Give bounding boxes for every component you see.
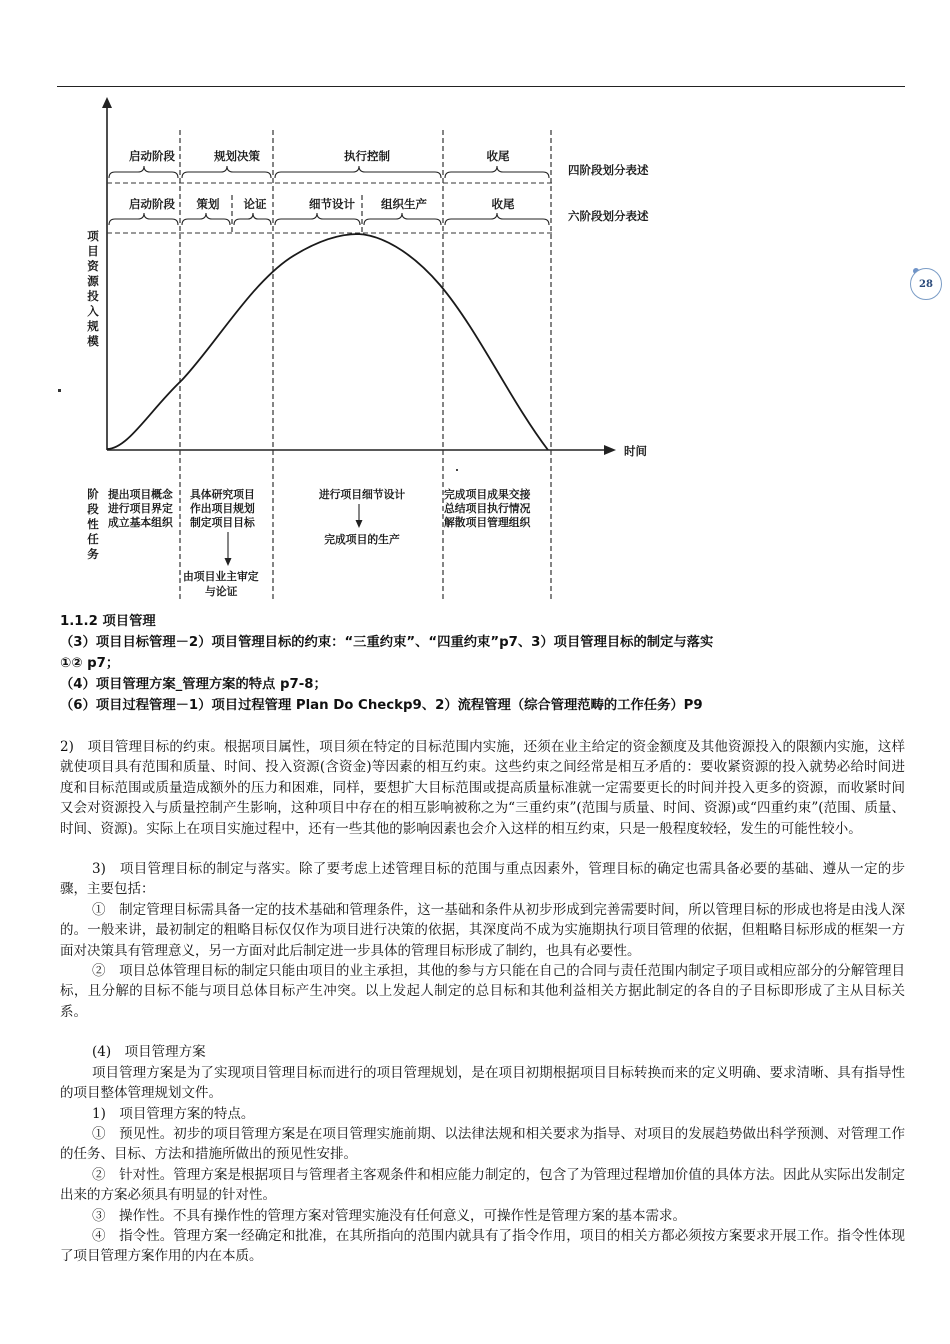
- four-stage-braces: [109, 166, 549, 178]
- task-line: 成立基本组织: [108, 516, 173, 529]
- y-axis-char: 源: [87, 274, 99, 288]
- task-line: 完成项目成果交接: [444, 488, 531, 501]
- task-label-char: 性: [87, 517, 99, 531]
- y-axis-arrow: [102, 97, 112, 108]
- task-arrow-head: [356, 520, 363, 528]
- phase4-row-label: 四阶段划分表述: [568, 163, 649, 177]
- paragraph-feature-operability: ③ 操作性。不具有操作性的管理方案对管理实施没有任何意义，可操作性是管理方案的基本需求。: [92, 1207, 686, 1224]
- six-stage-braces: [109, 213, 549, 225]
- project-lifecycle-figure: [0, 90, 950, 605]
- task-label-char: 段: [87, 502, 99, 516]
- y-axis-char: 投: [87, 289, 99, 303]
- task-line: 作出项目规划: [190, 502, 255, 515]
- phase6-label-plan: 策划: [196, 197, 220, 211]
- phase4-label-planning: 规划决策: [214, 149, 260, 163]
- task-label-char: 阶: [87, 487, 99, 501]
- paragraph-item-2: ② 项目总体管理目标的制定只能由项目的业主承担，其他的参与方只能在自己的合同与责任范围内制定子项目或相应部分的分解管理目标，且分解的目标不能与项目总体目标产生冲突。以上发起人制定的总目标和其他利益相关方据此制定的各自的子目标即形成了主从目标关系。: [60, 963, 905, 1020]
- stray-mark: [456, 469, 458, 471]
- y-axis-char: 入: [87, 304, 99, 318]
- task-approval: [183, 569, 259, 598]
- paragraph-plan-definition: 项目管理方案是为了实现项目管理目标而进行的项目管理规划，是在项目初期根据项目目标转换而来的定义明确、要求清晰、具有指导性的项目整体管理规划文件。: [60, 1064, 905, 1102]
- x-axis-arrow: [604, 445, 616, 455]
- subheading-plan: (4) 项目管理方案: [92, 1044, 206, 1061]
- task-start: [108, 487, 174, 529]
- x-axis-label: 时间: [624, 444, 647, 458]
- task-closing: [444, 487, 532, 529]
- outline-item: （6）项目过程管理－1）项目过程管理 Plan Do Checkp9、2）流程管理（综合管理范畴的工作任务）P9: [60, 698, 703, 713]
- y-axis-char: 项: [87, 229, 99, 243]
- phase6-label-start: 启动阶段: [129, 197, 175, 211]
- phase6-label-closing: 收尾: [491, 197, 515, 211]
- phase6-row-label: 六阶段划分表述: [568, 209, 649, 223]
- y-axis-char: 规: [87, 319, 99, 333]
- task-line: 与论证: [205, 585, 238, 598]
- outline-item: （4）项目管理方案_管理方案的特点 p7-8；: [60, 677, 327, 692]
- outline-item: ①② p7；: [60, 656, 120, 671]
- paragraph-feature-foresight: ① 预见性。初步的项目管理方案是在项目管理实施前期、以法律法规和相关要求为指导、对项目的发展趋势做出科学预测、对管理工作的任务、目标、方法和措施所做出的预见性安排。: [60, 1125, 905, 1163]
- resource-curve: [107, 234, 548, 450]
- paragraph-feature-directive: ④ 指令性。管理方案一经确定和批准，在其所指向的范围内就具有了指令作用，项目的相关方都必须按方案要求开展工作。指令性体现了项目管理方案作用的内在本质。: [60, 1227, 905, 1265]
- phase4-label-start: 启动阶段: [129, 149, 175, 163]
- phase4-label-closing: 收尾: [486, 149, 510, 163]
- task-production: 完成项目的生产: [324, 533, 400, 546]
- task-line: 解散项目管理组织: [444, 516, 531, 529]
- page-number: 28: [919, 278, 933, 290]
- paragraph-constraints: 2) 项目管理目标的约束。根据项目属性，项目须在特定的目标范围内实施，还须在业主给定的资金额度及其他资源投入的限额内实施，这样就使项目具有范围和质量、时间、投入资源(含资金)等因素的相互约束。这些约束之间经常是相互矛盾的：要收紧资源的投入就势必给时间进度和目标范围或质量造成额外的压力和困难，同样，要想扩大目标范围或提高质量标准就一定需要更长的时间并投入更多的资源，而收紧时间又会对资源投入与质量控制产生影响，这种项目中存在的相互影响被称之为“三重约束”(范围与质量、时间、资源)或“四重约束”(范围、质量、时间、资源)。实际上在项目实施过程中，还有一些其他的影响因素也会介入这样的相互约束，只是一般程度较轻，发生的可能性较小。: [60, 739, 905, 837]
- task-planning: [190, 487, 256, 529]
- task-arrow-head: [225, 558, 232, 566]
- phase4-label-execution: 执行控制: [344, 149, 390, 163]
- paragraph-item-1: ① 制定管理目标需具备一定的技术基础和管理条件，这一基础和条件从初步形成到完善需要时间，所以管理目标的形成也将是由浅人深的。一般来讲，最初制定的粗略目标仅仅作为项目进行决策的依据，其深度尚不成为实施期执行项目管理的依据，但粗略目标形成的框架一方面对决策具有管理意义，另一方面对此后制定进一步具体的管理目标形成了制约，也具有必要性。: [60, 901, 905, 959]
- task-label-char: 务: [87, 547, 99, 561]
- y-axis-label: [86, 229, 99, 348]
- section-headings: [60, 611, 905, 716]
- subheading-plan-features: 1) 项目管理方案的特点。: [92, 1105, 255, 1122]
- phase6-label-detail-design: 细节设计: [309, 197, 355, 211]
- task-line: 进行项目界定: [108, 502, 173, 515]
- y-axis-char: 目: [87, 244, 99, 258]
- header-rule: [57, 86, 905, 87]
- phase6-label-production: 组织生产: [381, 197, 427, 211]
- y-axis-char: 资: [87, 259, 99, 273]
- body-text: [60, 737, 905, 1267]
- outline-item: （3）项目目标管理－2）项目管理目标的约束：“三重约束”、“四重约束”p7、3）项目管理目标的制定与落实: [60, 635, 714, 650]
- task-line: 提出项目概念: [108, 488, 173, 501]
- paragraph-feature-targeted: ② 针对性。管理方案是根据项目与管理者主客观条件和相应能力制定的，包含了为管理过程增加价值的具体方法。因此从实际出发制定出来的方案必须具有明显的针对性。: [60, 1166, 905, 1204]
- task-line: 总结项目执行情况: [444, 502, 531, 515]
- task-line: 具体研究项目: [190, 488, 255, 501]
- task-detail-design: 进行项目细节设计: [318, 488, 406, 501]
- stage-task-label: [86, 487, 99, 561]
- task-label-char: 任: [87, 532, 99, 546]
- y-axis-char: 模: [87, 334, 99, 348]
- paragraph-goal-setting: 3) 项目管理目标的制定与落实。除了要考虑上述管理目标的范围与重点因素外，管理目标的确定也需具备必要的基础、遵从一定的步骤，主要包括：: [60, 861, 905, 898]
- section-title: 1.1.2 项目管理: [60, 614, 156, 629]
- task-line: 制定项目目标: [190, 516, 255, 529]
- phase6-label-demonstrate: 论证: [243, 197, 267, 211]
- task-line: 由项目业主审定: [183, 570, 259, 583]
